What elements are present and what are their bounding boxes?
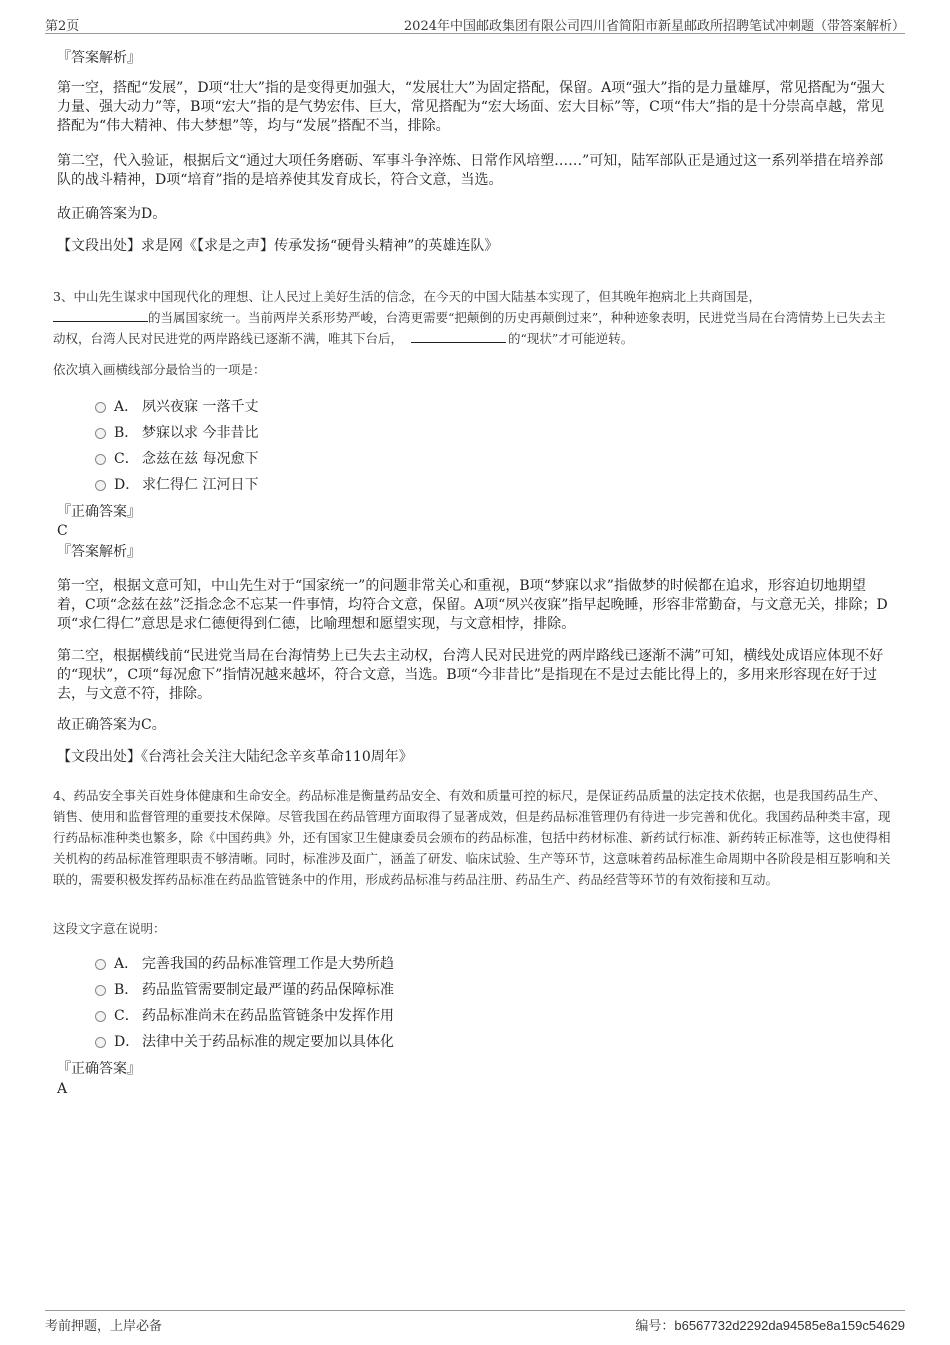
radio-icon[interactable]: [95, 480, 106, 491]
q3-option-a[interactable]: A． 夙兴夜寐 一落千丈: [95, 394, 258, 420]
q4-options: [95, 951, 394, 1055]
q3-analysis-p1: 第一空，根据文意可知，中山先生对于“国家统一”的问题非常关心和重视，B项“梦寐以求”指做梦的时候都在追求，形容迫切地期望着，C项“念兹在兹”泛指念念不忘某一件事情，均符合文意，保留。A项“夙兴夜寐”指早起晚睡，形容非常勤奋，与文意无关，排除；D项“求仁得仁”意思是求仁德便得到仁德，比喻理想和愿望实现，与文意相悖，排除。: [57, 578, 888, 632]
q2-analysis-conclusion: 故正确答案为D。: [57, 206, 167, 222]
q3-stem: 3、中山先生谋求中国现代化的理想、让人民过上美好生活的信念，在今天的中国大陆基本实现了，但其晚年抱病北上共商国是， 的当属国家统一。当前两岸关系形势严峻，台湾更需要“把颠倒的历史再颠倒过来”，种种迹象表明，民进党当局在台湾情势上已失去主动权，台湾人民对民进党的两岸路线已逐渐不满，唯其下台后， 的“现状”才可能逆转。: [53, 289, 886, 346]
q3-prompt: 依次填入画横线部分最恰当的一项是：: [53, 362, 266, 377]
q2-analysis-p1: 第一空，搭配“发展”，D项“壮大”指的是变得更加强大，“发展壮大”为固定搭配，保留。A项“强大”指的是力量雄厚，常见搭配为“强大力量、强大动力”等，B项“宏大”指的是气势宏伟、巨大，常见搭配为“宏大场面、宏大目标”等，C项“伟大”指的是十分崇高卓越，常见搭配为“伟大精神、伟大梦想”等，均与“发展”搭配不当，排除。: [57, 80, 885, 134]
radio-icon[interactable]: [95, 985, 106, 996]
q3-blank-2: [411, 330, 506, 343]
q3-blank-1: [53, 309, 148, 322]
q2-analysis-label: 『答案解析』: [57, 50, 141, 66]
radio-icon[interactable]: [95, 1011, 106, 1022]
q2-analysis-p2: 第二空，代入验证，根据后文“通过大项任务磨砺、军事斗争淬炼、日常作风培塑……”可知，陆军部队正是通过这一系列举措在培养部队的战斗精神，D项“培育”指的是培养使其发育成长，符合文意，当选。: [57, 153, 884, 188]
q4-prompt: 这段文字意在说明：: [53, 921, 166, 936]
radio-icon[interactable]: [95, 959, 106, 970]
footer-slogan: 考前押题，上岸必备: [45, 1319, 163, 1334]
page-header: [45, 13, 905, 34]
q3-source: 【文段出处】《台湾社会关注大陆纪念辛亥革命110周年》: [57, 749, 413, 765]
q3-answer: C: [57, 523, 68, 539]
document-title: 2024年中国邮政集团有限公司四川省简阳市新星邮政所招聘笔试冲刺题（带答案解析）: [403, 19, 905, 34]
q3-option-b[interactable]: B． 梦寐以求 今非昔比: [95, 420, 258, 446]
radio-icon[interactable]: [95, 454, 106, 465]
q4-option-a[interactable]: A． 完善我国的药品标准管理工作是大势所趋: [95, 951, 394, 977]
q4-answer-label: 『正确答案』: [57, 1061, 141, 1077]
q4-answer: A: [57, 1081, 68, 1097]
q3-analysis-p2: 第二空，根据横线前“民进党当局在台海情势上已失去主动权，台湾人民对民进党的两岸路线已逐渐不满”可知，横线处成语应体现不好的“现状”，C项“每况愈下”指情况越来越坏，符合文意，当选。B项“今非昔比”是指现在不是过去能比得上的，多用来形容现在好于过去，与文意不符，排除。: [57, 648, 884, 702]
page-footer: [45, 1310, 905, 1334]
q3-options: [95, 394, 258, 498]
radio-icon[interactable]: [95, 402, 106, 413]
radio-icon[interactable]: [95, 428, 106, 439]
page-number: 第2页: [45, 19, 80, 34]
radio-icon[interactable]: [95, 1037, 106, 1048]
q3-option-d[interactable]: D． 求仁得仁 江河日下: [95, 472, 258, 498]
q3-analysis-conclusion: 故正确答案为C。: [57, 717, 166, 733]
q3-analysis-label: 『答案解析』: [57, 544, 141, 560]
q4-stem: 4、药品安全事关百姓身体健康和生命安全。药品标准是衡量药品安全、有效和质量可控的标尺，是保证药品质量的法定技术依据，也是我国药品生产、销售、使用和监督管理的重要技术保障。尽管我国在药品管理方面取得了显著成效，但是药品标准管理仍有待进一步完善和优化。我国药品种类丰富，现行药品标准种类也繁多，除《中国药典》外，还有国家卫生健康委员会颁布的药品标准，包括中药材标准、新药试行标准、新药转正标准等，这也使得相关机构的药品标准管理职责不够清晰。同时，标准涉及面广，涵盖了研发、临床试验、生产等环节，这意味着药品标准生命周期中各阶段是相互影响和关联的，需要积极发挥药品标准在药品监管链条中的作用，形成药品标准与药品注册、药品生产、药品经营等环节的有效衔接和互动。: [53, 788, 891, 887]
q2-source: 【文段出处】求是网《【求是之声】传承发扬“硬骨头精神”的英雄连队》: [57, 238, 499, 254]
footer-code: [635, 1315, 905, 1334]
footer-code-value: b6567732d2292da94585e8a159c54629: [674, 1318, 905, 1333]
q3-option-c[interactable]: C． 念兹在兹 每况愈下: [95, 446, 258, 472]
footer-code-label: 编号：: [635, 1319, 675, 1334]
q4-option-d[interactable]: D． 法律中关于药品标准的规定要加以具体化: [95, 1029, 394, 1055]
q3-answer-label: 『正确答案』: [57, 504, 141, 520]
q4-option-b[interactable]: B． 药品监管需要制定最严谨的药品保障标准: [95, 977, 394, 1003]
q4-option-c[interactable]: C． 药品标准尚未在药品监管链条中发挥作用: [95, 1003, 394, 1029]
